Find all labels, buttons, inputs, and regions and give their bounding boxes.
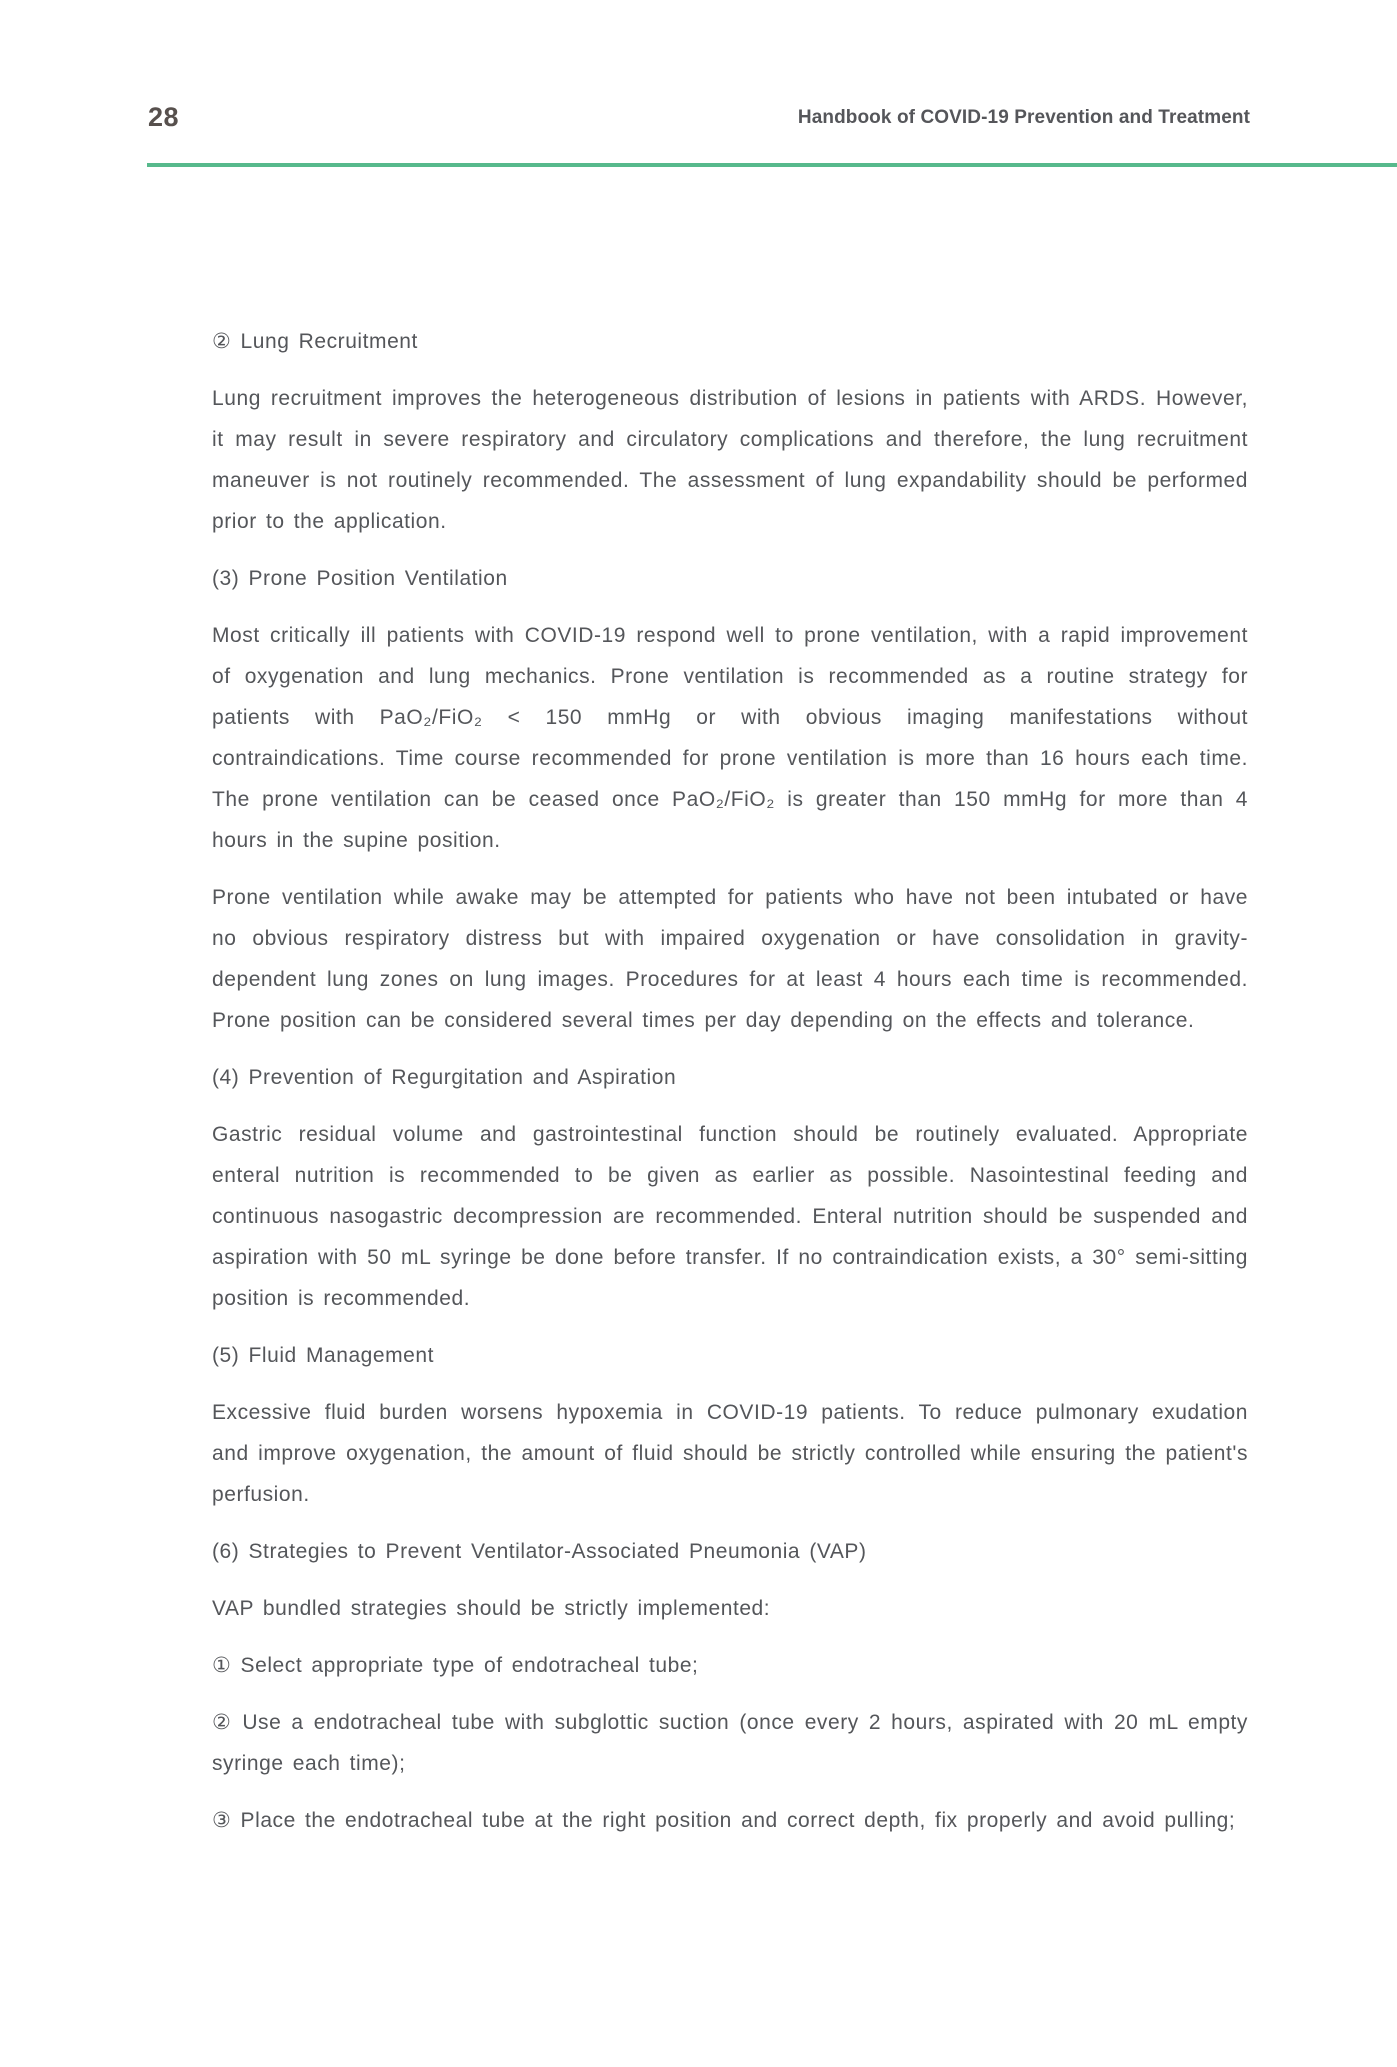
section-heading: (3) Prone Position Ventilation [212,567,508,590]
header-divider [147,163,1397,167]
section-heading: (4) Prevention of Regurgitation and Aspiration [212,1066,677,1089]
paragraph: Lung recruitment improves the heterogeneous distribution of lesions in patients with ARDS. However, it may result in severe respiratory and circulatory complications and therefore, the lung recruitment maneuver is not routinely recommended. The assessment of lung expandability should be performed prior to the application. [212,387,1248,533]
page-header [0,0,1397,163]
paragraph: Gastric residual volume and gastrointestinal function should be routinely evaluated. Appropriate enteral nutrition is recommended to be given as earlier as possible. Nasointestinal feeding and continuous nasogastric decompression are recommended. Enteral nutrition should be suspended and aspiration with 50 mL syringe be done before transfer. If no contraindication exists, a 30° semi-sitting position is recommended. [212,1123,1248,1310]
paragraph: VAP bundled strategies should be strictly implemented: [212,1597,771,1620]
section-heading: (6) Strategies to Prevent Ventilator-Associated Pneumonia (VAP) [212,1540,867,1563]
paragraph: ③ Place the endotracheal tube at the right position and correct depth, fix properly and avoid pulling; [212,1809,1236,1832]
section-heading: ② Lung Recruitment [212,330,418,353]
section-heading: (5) Fluid Management [212,1344,435,1367]
header-title: Handbook of COVID-19 Prevention and Treatment [797,107,1250,128]
paragraph: ② Use a endotracheal tube with subglottic suction (once every 2 hours, aspirated with 20 mL empty syringe each time); [212,1711,1248,1775]
document-body [212,321,1248,1857]
paragraph: Most critically ill patients with COVID-19 respond well to prone ventilation, with a rapid improvement of oxygenation and lung mechanics. Prone ventilation is recommended as a routine strategy for patients with PaO₂/FiO₂ < 150 mmHg or with obvious imaging manifestations without contraindications. Time course recommended for prone ventilation is more than 16 hours each time. The prone ventilation can be ceased once PaO₂/FiO₂ is greater than 150 mmHg for more than 4 hours in the supine position. [212,624,1248,852]
paragraph: ① Select appropriate type of endotracheal tube; [212,1654,699,1677]
paragraph: Excessive fluid burden worsens hypoxemia in COVID-19 patients. To reduce pulmonary exudation and improve oxygenation, the amount of fluid should be strictly controlled while ensuring the patient's perfusion. [212,1401,1248,1506]
page-number: 28 [148,102,180,132]
paragraph: Prone ventilation while awake may be attempted for patients who have not been intubated or have no obvious respiratory distress but with impaired oxygenation or have consolidation in gravity-dependent lung zones on lung images. Procedures for at least 4 hours each time is recommended. Prone position can be considered several times per day depending on the effects and tolerance. [212,886,1248,1032]
